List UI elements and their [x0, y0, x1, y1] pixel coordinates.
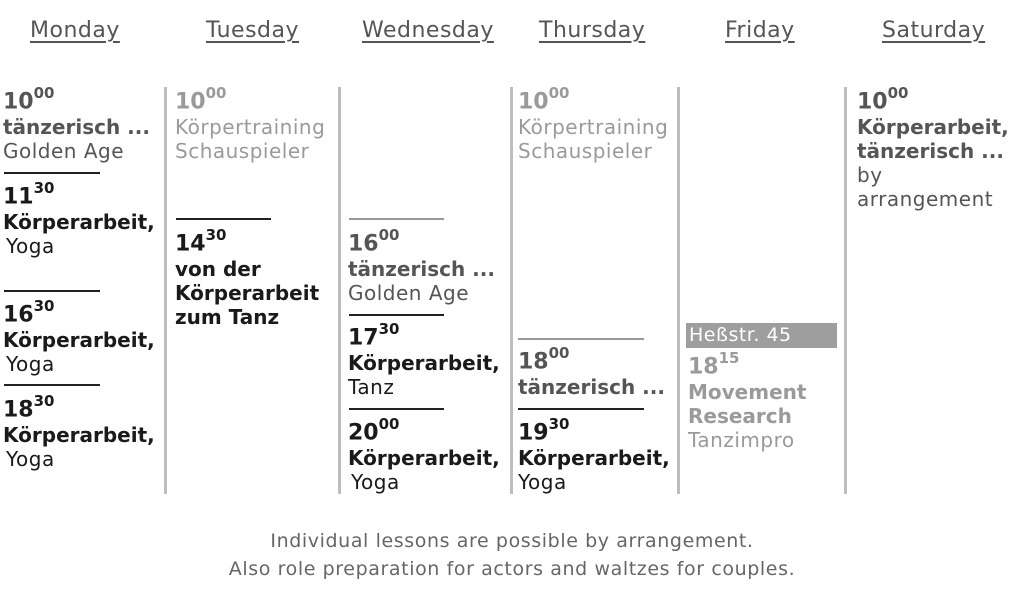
- event-divider: [349, 218, 444, 220]
- day-header-monday: Monday: [30, 18, 120, 43]
- event-title-line: von der: [175, 257, 261, 282]
- event-time: $18^{30}$: [3, 392, 55, 423]
- event-thursday-2: [518, 342, 665, 399]
- event-title: tänzerisch ...: [3, 115, 150, 140]
- event-wednesday-3: [348, 413, 500, 494]
- event-monday-1: [3, 82, 150, 163]
- event-monday-3: [3, 295, 155, 376]
- column-divider: [510, 87, 513, 494]
- event-subtitle: Schauspieler: [518, 139, 653, 164]
- event-subtitle: Tanz: [348, 375, 395, 400]
- event-divider: [349, 314, 444, 316]
- event-divider: [349, 408, 444, 410]
- column-divider: [338, 87, 341, 494]
- event-tuesday-2: [175, 224, 319, 329]
- event-subtitle: Golden Age: [3, 139, 125, 164]
- event-title: Körperarbeit,: [348, 446, 500, 471]
- event-title-line: zum Tanz: [175, 305, 280, 330]
- event-divider: [4, 172, 100, 174]
- event-wednesday-1: [348, 224, 495, 305]
- event-thursday-1: [518, 82, 668, 163]
- event-title: Körperarbeit,: [3, 423, 155, 448]
- event-title: Körperarbeit,: [518, 446, 670, 471]
- event-title-line: Körperarbeit: [175, 281, 320, 306]
- event-divider: [518, 338, 644, 340]
- event-title: Körperarbeit,: [348, 351, 500, 376]
- event-wednesday-2: [348, 318, 500, 399]
- event-title: Körpertraining: [175, 115, 326, 140]
- event-time: $18^{00}$: [518, 344, 570, 375]
- event-time: $10^{00}$: [857, 84, 909, 115]
- event-title: tänzerisch ...: [518, 375, 665, 400]
- event-time: $16^{00}$: [348, 226, 400, 257]
- event-time: $17^{30}$: [348, 320, 400, 351]
- event-subtitle: by arrangement: [857, 163, 994, 212]
- event-title: Körpertraining: [518, 115, 669, 140]
- event-title: tänzerisch ...: [348, 257, 495, 282]
- event-title-line: Körperarbeit,: [857, 115, 1009, 140]
- event-time: $16^{30}$: [3, 297, 55, 328]
- event-monday-2: [3, 177, 155, 258]
- event-divider: [176, 218, 271, 220]
- event-subtitle: Golden Age: [348, 281, 470, 306]
- footer-note-line-1: Individual lessons are possible by arrangement.: [270, 530, 754, 552]
- event-time: $11^{30}$: [3, 179, 55, 210]
- event-title: Körperarbeit,: [3, 328, 155, 353]
- event-time: $10^{00}$: [3, 84, 55, 115]
- day-header-friday: Friday: [725, 18, 795, 43]
- event-subtitle: Yoga: [6, 352, 55, 377]
- event-subtitle: Yoga: [6, 447, 55, 472]
- event-saturday-1: [857, 82, 1024, 211]
- event-title-line: Research: [688, 404, 792, 429]
- event-thursday-3: [518, 413, 670, 494]
- location-badge: Heßstr. 45: [686, 323, 837, 348]
- event-divider: [518, 408, 644, 410]
- column-divider: [677, 87, 680, 494]
- event-title-line: Movement: [688, 380, 807, 405]
- day-header-thursday: Thursday: [539, 18, 646, 43]
- day-header-wednesday: Wednesday: [362, 18, 494, 43]
- event-monday-4: [3, 390, 155, 471]
- column-divider: [164, 87, 167, 494]
- event-time: $19^{30}$: [518, 415, 570, 446]
- event-divider: [4, 290, 100, 292]
- event-subtitle: Yoga: [518, 470, 567, 495]
- event-subtitle: Yoga: [6, 234, 55, 259]
- event-title-line: tänzerisch ...: [857, 139, 1004, 164]
- event-friday-1: [688, 347, 806, 452]
- event-subtitle: Yoga: [351, 470, 400, 495]
- event-time: $10^{00}$: [518, 84, 570, 115]
- day-header-saturday: Saturday: [882, 18, 986, 43]
- event-time: $10^{00}$: [175, 84, 227, 115]
- event-divider: [4, 384, 100, 386]
- footer-note-line-2: Also role preparation for actors and waltzes for couples.: [228, 558, 796, 580]
- event-tuesday-1: [175, 82, 325, 163]
- event-subtitle: Tanzimpro: [688, 428, 795, 453]
- event-title: Körperarbeit,: [3, 210, 155, 235]
- column-divider: [844, 87, 847, 494]
- event-time: $18^{15}$: [688, 349, 740, 380]
- event-subtitle: Schauspieler: [175, 139, 310, 164]
- event-time: $20^{00}$: [348, 415, 400, 446]
- day-header-tuesday: Tuesday: [206, 18, 300, 43]
- event-time: $14^{30}$: [175, 226, 227, 257]
